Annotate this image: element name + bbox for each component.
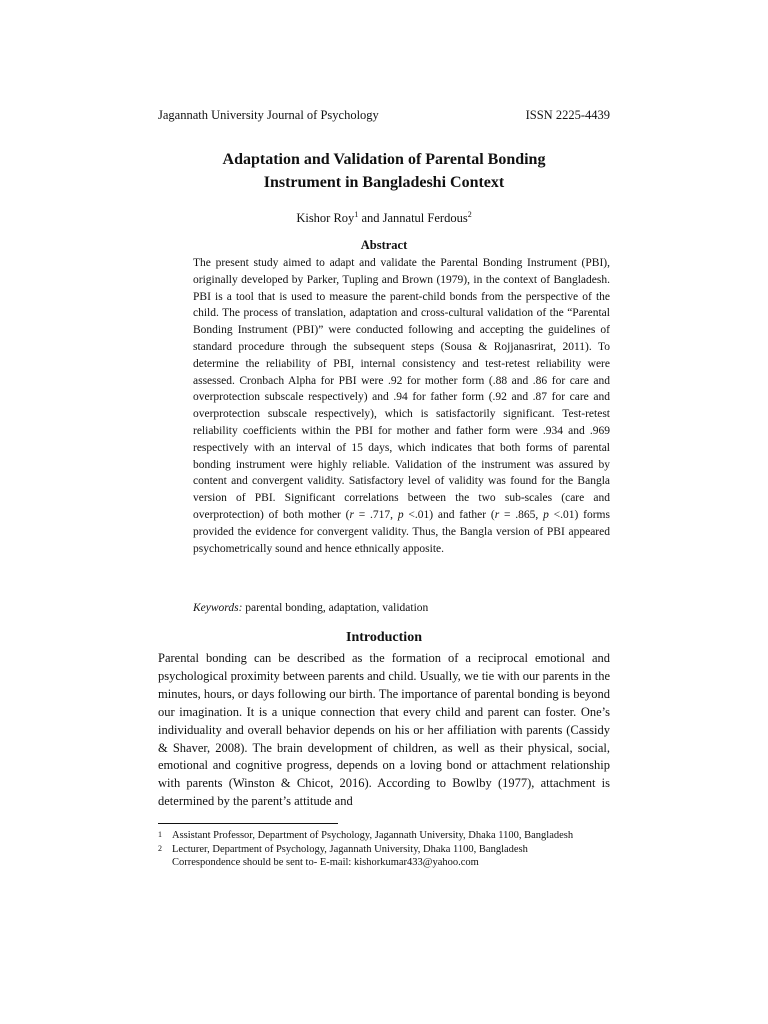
introduction-heading: Introduction [346, 630, 422, 645]
abstract-p-symbol: p [543, 508, 549, 521]
footnote-2 [158, 843, 610, 857]
footnotes [158, 829, 610, 870]
abstract-text-1: The present study aimed to adapt and validate the Parental Bonding Instrument (PBI), originally developed by Parker, Tupling and Brown (1979), in the context of Bangladesh. PBI is a tool that is used to measure the parent-child bonds from the perspective of the child. The process of translation, adaptation and cross-cultural validation of the “Parental Bonding Instrument (PBI)” were conducted following and accepting the guidelines of standard procedure through the subsequent steps (Sousa & Rojjanasrirat, 2011). To determine the reliability of PBI, internal consistency and test-retest reliability were assessed. Cronbach Alpha for PBI were .92 for mother form (.88 and .86 for care and overprotection subscale respectively) and .94 for father form (.92 and .87 for care and overprotection subscale respectively), which is satisfactorily significant. Test-retest reliability coefficients within the PBI for mother and father form were .934 and .969 respectively with an interval of 15 days, which indicates that both forms of parental bonding instrument were highly reliable. Validation of the instrument was assured by content and convergent validity. Satisfactory level of validity was found for the Bangla version of PBI. Significant correlations between the two sub-scales (care and overprotection) of both mother ( [193, 257, 610, 521]
author-line [158, 207, 610, 226]
keywords-text: parental bonding, adaptation, validation [242, 602, 429, 614]
footnote-2-text: Lecturer, Department of Psychology, Jagannath University, Dhaka 1100, Bangladesh [172, 843, 528, 855]
footnote-1 [158, 829, 610, 843]
abstract-text-4: = .865, [499, 508, 544, 521]
author-connector: and [358, 211, 383, 226]
footnote-2-mark: 2 [158, 843, 162, 853]
abstract-body [193, 255, 610, 557]
keywords-label: Keywords: [193, 602, 243, 614]
paper-title-line-2: Instrument in Bangladeshi Context [263, 174, 505, 191]
keywords-line [193, 600, 610, 616]
paper-title [158, 148, 610, 194]
footnote-1-text: Assistant Professor, Department of Psychology, Jagannath University, Dhaka 1100, Bangladesh [172, 830, 574, 841]
issn-number: ISSN 2225-4439 [525, 108, 610, 122]
author-1-name: Kishor Roy [296, 211, 355, 226]
abstract-r-symbol: r [494, 508, 500, 521]
abstract-text-5: <.01) forms provided the evidence for convergent validity. Thus, the Bangla version of PBI appeared psychometrically sound and hence ethnically apposite. [193, 508, 610, 555]
author-2-affiliation-mark: 2 [467, 210, 472, 219]
footnote-1-mark: 1 [158, 830, 162, 839]
abstract-p-symbol: p [397, 508, 404, 521]
abstract-text-2: = .717, [353, 508, 398, 521]
footnote-correspondence [158, 856, 610, 870]
author-1-affiliation-mark: 1 [354, 210, 359, 219]
abstract-text-3: <.01) and father ( [403, 508, 495, 521]
introduction-body: Parental bonding can be described as the formation of a reciprocal emotional and psychological proximity between parents and child. Usually, we tie with our parents in the minutes, hours, or days following our birth. The importance of parental bonding is beyond our imagination. It is a unique connection that every child and parent can foster. One’s individuality and overall behavior depends on his or her affiliation with parents (Cassidy & Shaver, 2008). The brain development of children, as well as their physical, social, emotional and cognitive progress, depends on a loving bond or attachment relationship with parents (Winston & Chicot, 2016). According to Bowlby (1977), attachment is determined by the parent’s attitude and [158, 651, 610, 809]
footnote-divider [158, 823, 338, 824]
correspondence-text: Correspondence should be sent to- E-mail: kishorkumar433@yahoo.com [172, 857, 479, 868]
abstract-heading: Abstract [360, 238, 408, 252]
abstract-r-symbol: r [349, 508, 354, 521]
author-2-name: Jannatul Ferdous [382, 211, 468, 226]
running-header [158, 107, 610, 123]
journal-name: Jagannath University Journal of Psychology [158, 108, 379, 122]
paper-title-line-1: Adaptation and Validation of Parental Bonding [222, 151, 546, 168]
